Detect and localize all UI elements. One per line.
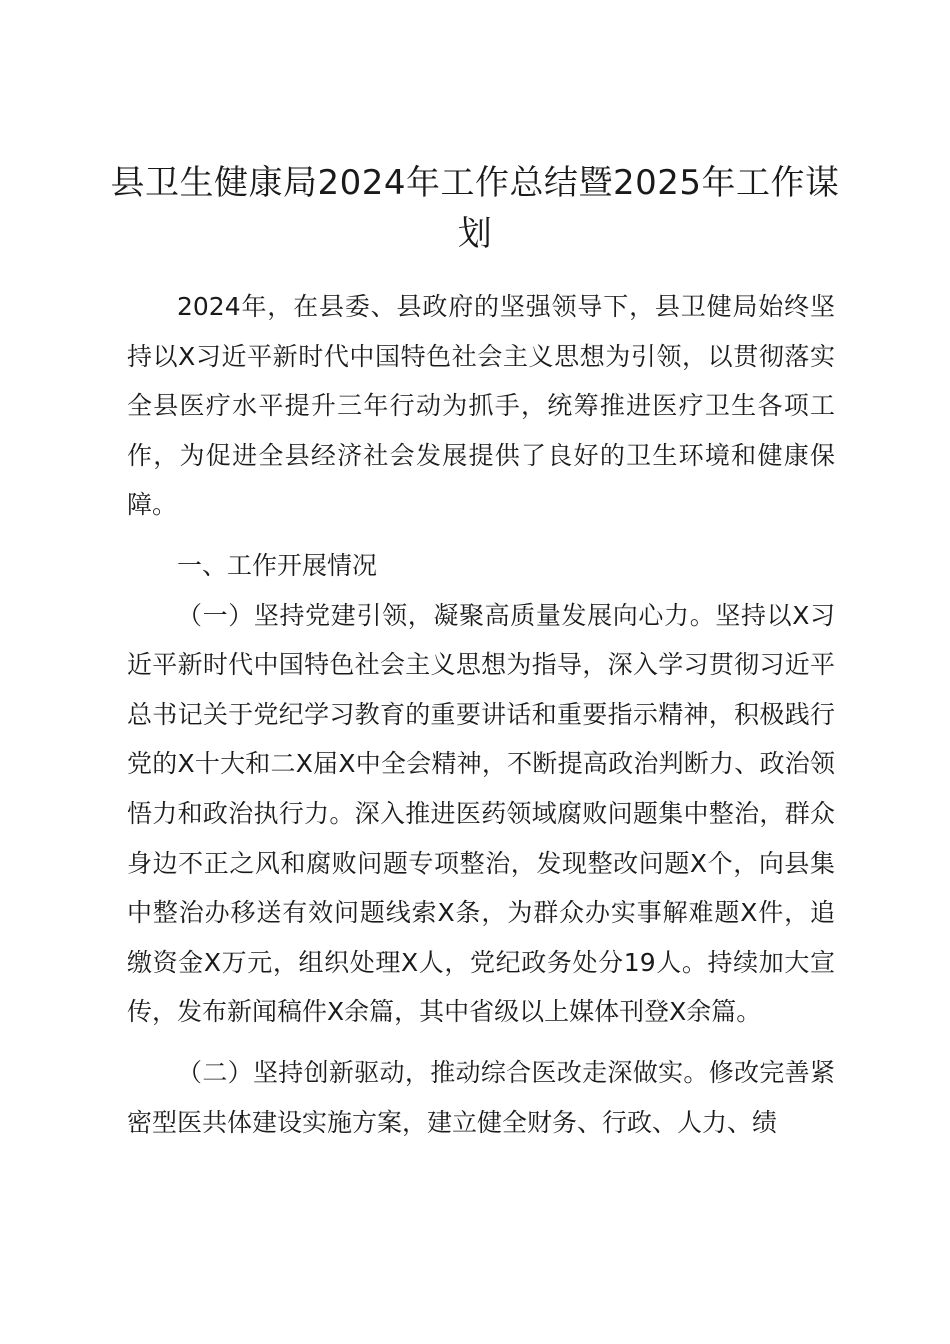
section-heading: 一、工作开展情况 [177, 550, 378, 580]
body-paragraph: （一）坚持党建引领，凝聚高质量发展向心力。坚持以X习近平新时代中国特色社会主义思想为指导，深入学习贯彻习近平总书记关于党纪学习教育的重要讲话和重要指示精神，积极践行党的X十大和二X届X中全会精神，不断提高政治判断力、政治领悟力和政治执行力。深入推进医药领域腐败问题集中整治，群众身边不正之风和腐败问题专项整治，发现整改问题X个，向县集中整治办移送有效问题线索X条，为群众办实事解难题X件，追缴资金X万元，组织处理X人，党纪政务处分19人。持续加大宣传，发布新闻稿件X余篇，其中省级以上媒体刊登X余篇。 [127, 600, 835, 1027]
document-body [127, 282, 835, 1147]
intro-paragraph: 2024年，在县委、县政府的坚强领导下，县卫健局始终坚持以X习近平新时代中国特色社会主义思想为引领，以贯彻落实全县医疗水平提升三年行动为抓手，统筹推进医疗卫生各项工作，为促进全县经济社会发展提供了良好的卫生环境和健康保障。 [127, 292, 835, 520]
document-title: 县卫生健康局2024年工作总结暨2025年工作谋划 [110, 163, 840, 254]
body-paragraph: （二）坚持创新驱动，推动综合医改走深做实。修改完善紧密型医共体建设实施方案，建立健全财务、行政、人力、绩 [127, 1057, 835, 1137]
